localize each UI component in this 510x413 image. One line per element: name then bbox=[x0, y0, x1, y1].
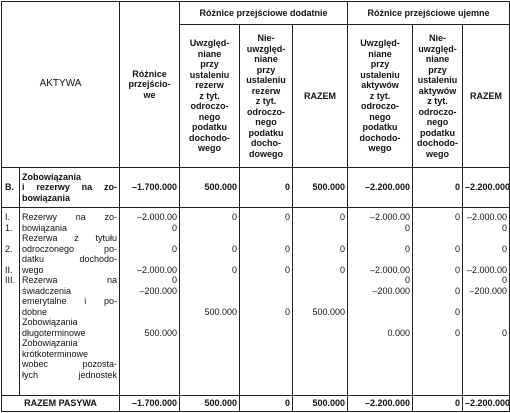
detail-u-nie-line: 0 bbox=[455, 306, 461, 317]
detail-u-nie-line: 0 bbox=[455, 264, 461, 275]
d-nie-header-line: Nie- bbox=[257, 33, 275, 43]
detail-labels-line: Rezerwa na bbox=[22, 275, 118, 285]
detail-u-uwzgl-line bbox=[350, 296, 410, 307]
u-nie-header-line: aktywów bbox=[418, 85, 457, 96]
section-b-u-razem: –2.200.000 bbox=[463, 168, 510, 208]
detail-u-nie-line: 0 bbox=[455, 212, 461, 222]
u-nie-header-line: przy bbox=[428, 64, 447, 75]
u-uwzgl-header-line: Uwzględ- bbox=[360, 38, 400, 49]
section-b-label bbox=[20, 168, 120, 208]
section-b-d-razem: 500.000 bbox=[293, 168, 348, 208]
detail-d-uwzgl-line: 0 bbox=[232, 212, 238, 222]
detail-d-razem-line: 0 bbox=[340, 212, 346, 222]
detail-u-nie-line bbox=[415, 223, 460, 234]
detail-u-uwzgl-line: –2.000.00 bbox=[369, 264, 411, 275]
d-uwzgl-header-line: podatku bbox=[192, 122, 228, 133]
u-uwzgl-header-line: dochodo- bbox=[359, 132, 401, 143]
total-d-razem: 500.000 bbox=[293, 396, 348, 412]
detail-u-uwzgl-line: –200.000 bbox=[372, 285, 411, 296]
detail-u-uwzgl-line: 0.000 bbox=[387, 327, 411, 338]
detail-roznice-line: –2.000.00 bbox=[136, 264, 178, 275]
detail-indexes-line bbox=[5, 307, 17, 318]
detail-u-uwzgl-line bbox=[350, 307, 410, 318]
u-nie-header-line: ustaleniu bbox=[417, 75, 458, 85]
roznice-header-line: we bbox=[143, 89, 156, 100]
detail-d-nie-line bbox=[242, 296, 290, 307]
d-uwzgl-header-line: z tyt. bbox=[199, 90, 220, 101]
d-nie-header-line: ustaleniu bbox=[246, 75, 286, 85]
detail-u-uwzgl bbox=[348, 208, 413, 396]
detail-roznice-line: 500.000 bbox=[144, 327, 178, 338]
detail-u-nie-line: 0 bbox=[455, 285, 461, 296]
detail-d-nie-line: 0 bbox=[285, 306, 291, 317]
u-nie-header-line: odroczo- bbox=[418, 106, 457, 117]
u-uwzgl-header-line: niane bbox=[368, 48, 392, 59]
d-uwzgl-header-line: Uwzględ- bbox=[189, 38, 230, 49]
detail-u-nie-line bbox=[415, 233, 460, 244]
u-nie-header-line: nego bbox=[426, 117, 449, 127]
detail-u-nie-line bbox=[415, 275, 460, 286]
section-b-index: B. bbox=[2, 168, 20, 208]
u-nie-header-line: wego bbox=[426, 148, 450, 159]
section-b-u-uwzgl: –2.200.000 bbox=[348, 168, 413, 208]
detail-indexes-line bbox=[5, 233, 17, 244]
header-row-groups bbox=[2, 2, 510, 25]
detail-d-uwzgl-line bbox=[182, 223, 237, 234]
detail-roznice-line: 0 bbox=[172, 275, 178, 285]
d-uwzgl-header-line: przy bbox=[200, 59, 219, 70]
detail-d-nie bbox=[240, 208, 293, 396]
detail-indexes-line bbox=[5, 317, 17, 328]
u-uwzgl-header-line: ustaleniu bbox=[360, 69, 400, 80]
detail-u-razem-line bbox=[465, 296, 507, 307]
section-b-d-uwzgl: 500.000 bbox=[180, 168, 240, 208]
detail-d-uwzgl-line bbox=[182, 317, 237, 328]
detail-labels-line: długoterminowe bbox=[22, 327, 86, 338]
u-uwzgl-header-line: aktywów bbox=[361, 80, 399, 91]
detail-d-uwzgl-line bbox=[182, 233, 237, 244]
total-u-uwzgl: –2.200.000 bbox=[348, 396, 413, 412]
section-b-d-nie: 0 bbox=[240, 168, 293, 208]
detail-labels-line: krótkoterminowe bbox=[22, 348, 89, 359]
detail-rows-block bbox=[2, 208, 510, 396]
detail-d-uwzgl bbox=[180, 208, 240, 396]
d-nie-header-line: przy bbox=[256, 64, 276, 75]
total-u-razem: –2.200.000 bbox=[463, 396, 510, 412]
detail-d-nie-line: 0 bbox=[285, 212, 291, 222]
detail-d-razem-line bbox=[295, 317, 345, 328]
detail-labels-line: Rezerwa z tytułu bbox=[22, 233, 118, 243]
detail-indexes-line: 1. bbox=[5, 222, 13, 233]
roznice-header-line: Różnice bbox=[132, 68, 167, 79]
d-uwzgl-header bbox=[180, 25, 240, 168]
d-nie-header-line: z tyt. bbox=[255, 96, 277, 106]
u-uwzgl-header-line: z tyt. bbox=[369, 90, 391, 101]
section-b-label-line: bowiązania bbox=[22, 192, 71, 203]
u-uwzgl-header bbox=[348, 25, 413, 168]
roznice-header bbox=[120, 2, 180, 168]
detail-roznice-line bbox=[122, 296, 177, 307]
detail-d-nie-line: 0 bbox=[285, 264, 291, 275]
detail-roznice-line: 0 bbox=[172, 243, 178, 254]
detail-indexes-line: III. bbox=[5, 275, 16, 285]
d-nie-header-line: odroczo- bbox=[247, 106, 286, 117]
detail-u-razem-line: 0 bbox=[502, 222, 508, 233]
detail-roznice-line: –2.000.00 bbox=[136, 212, 178, 222]
detail-d-uwzgl-line bbox=[182, 296, 237, 307]
detail-u-nie-line bbox=[415, 296, 460, 307]
detail-indexes bbox=[2, 208, 20, 396]
detail-indexes-line: I. bbox=[5, 212, 11, 222]
d-uwzgl-header-line: nego bbox=[198, 111, 221, 122]
detail-u-uwzgl-line bbox=[350, 233, 410, 244]
detail-indexes-line bbox=[5, 286, 17, 297]
detail-u-uwzgl-line: 0 bbox=[405, 243, 411, 254]
detail-roznice-line bbox=[122, 254, 177, 265]
d-uwzgl-header-line: dochodo- bbox=[189, 132, 231, 143]
detail-d-nie-line: 0 bbox=[285, 243, 291, 254]
detail-labels-line: wobec pozosta- bbox=[22, 359, 118, 369]
u-nie-header-line: dochodo- bbox=[417, 138, 459, 148]
detail-indexes-line: II. bbox=[5, 264, 13, 275]
d-nie-header bbox=[240, 25, 293, 168]
d-uwzgl-header-line: odroczo- bbox=[190, 101, 229, 112]
detail-u-nie-line bbox=[415, 254, 460, 265]
detail-u-razem-line bbox=[465, 317, 507, 328]
total-label: RAZEM PASYWA bbox=[2, 396, 120, 412]
detail-labels-line: odroczonego po- bbox=[22, 243, 118, 254]
deferred-tax-table bbox=[1, 1, 510, 412]
detail-d-uwzgl-line bbox=[182, 254, 237, 265]
detail-d-razem-line: 0 bbox=[340, 243, 346, 254]
detail-roznice-line: –200.000 bbox=[139, 285, 178, 296]
d-nie-header-line: niane bbox=[254, 54, 278, 64]
detail-indexes-line bbox=[5, 328, 17, 339]
detail-u-uwzgl-line: –2.000.00 bbox=[369, 212, 411, 222]
detail-labels-line: wego bbox=[22, 264, 44, 275]
detail-d-uwzgl-line bbox=[182, 328, 237, 339]
detail-u-nie-line: 0 bbox=[455, 327, 461, 338]
d-razem-header: RAZEM bbox=[293, 25, 348, 168]
detail-d-razem-line bbox=[295, 275, 345, 286]
detail-labels bbox=[20, 208, 120, 396]
detail-u-razem-line: 0 bbox=[502, 327, 508, 338]
u-nie-header bbox=[413, 25, 463, 168]
d-uwzgl-header-line: rezerw bbox=[195, 80, 224, 91]
detail-u-nie bbox=[413, 208, 463, 396]
detail-u-razem-line: –2.000.00 bbox=[466, 264, 508, 275]
detail-d-razem-line bbox=[295, 233, 345, 244]
total-d-nie: 0 bbox=[240, 396, 293, 412]
detail-roznice-line bbox=[122, 307, 177, 318]
aktywa-header: AKTYWA bbox=[2, 2, 120, 168]
detail-d-razem-line bbox=[295, 286, 345, 297]
u-uwzgl-header-line: wego bbox=[368, 143, 392, 154]
detail-labels-line: Zobowiązania bbox=[22, 317, 78, 327]
detail-indexes-line bbox=[5, 296, 17, 307]
detail-d-uwzgl-line bbox=[182, 286, 237, 297]
section-b-label-line: i rezerwy na zo- bbox=[22, 182, 118, 193]
u-nie-header-line: podatku bbox=[420, 127, 456, 138]
u-uwzgl-header-line: odroczo- bbox=[361, 101, 400, 112]
section-b-label-line: Zobowiązania bbox=[22, 171, 82, 182]
d-uwzgl-header-line: niane bbox=[197, 48, 222, 59]
detail-d-nie-line bbox=[242, 223, 290, 234]
u-uwzgl-header-line: nego bbox=[369, 111, 391, 122]
detail-labels-line: łych jednostek bbox=[22, 369, 118, 380]
detail-d-razem-line: 0 bbox=[340, 264, 346, 275]
detail-d-nie-line bbox=[242, 328, 290, 339]
detail-d-razem-line: 500.000 bbox=[312, 306, 346, 317]
negative-differences-header: Różnice przejściowe ujemne bbox=[348, 2, 510, 25]
detail-labels-line: dobne bbox=[22, 306, 48, 317]
detail-labels-line: świadczenia bbox=[22, 285, 72, 296]
detail-u-uwzgl-line: 0 bbox=[405, 222, 411, 233]
d-nie-header-line: rezerw bbox=[251, 85, 281, 96]
detail-labels-line: Zobowiązania bbox=[22, 338, 78, 348]
u-nie-header-line: z tyt. bbox=[427, 96, 448, 106]
detail-d-nie-line bbox=[242, 286, 290, 297]
detail-u-razem-line bbox=[465, 254, 507, 265]
detail-u-razem-line: –200.000 bbox=[469, 285, 508, 296]
total-d-uwzgl: 500.000 bbox=[180, 396, 240, 412]
detail-roznice-line bbox=[122, 317, 177, 328]
total-row bbox=[2, 396, 510, 412]
d-uwzgl-header-line: wego bbox=[198, 143, 222, 154]
u-nie-header-line: uwzględ- bbox=[418, 43, 457, 54]
detail-d-nie-line bbox=[242, 254, 290, 265]
detail-d-uwzgl-line: 0 bbox=[232, 243, 238, 254]
d-nie-header-line: podatku bbox=[248, 127, 284, 138]
roznice-header-line: przejścio- bbox=[128, 79, 171, 90]
detail-u-uwzgl-line: 0 bbox=[405, 275, 411, 285]
u-nie-header-line: niane bbox=[425, 54, 450, 64]
d-nie-header-line: dowego bbox=[249, 148, 284, 159]
detail-u-razem-line: 0 bbox=[502, 243, 508, 254]
detail-d-uwzgl-line: 500.000 bbox=[204, 306, 238, 317]
detail-labels-line: emerytalne i po- bbox=[22, 296, 118, 306]
detail-u-uwzgl-line bbox=[350, 317, 410, 328]
positive-differences-header: Różnice przejściowe dodatnie bbox=[180, 2, 348, 25]
detail-u-razem-line bbox=[465, 233, 507, 244]
section-b-u-nie: 0 bbox=[413, 168, 463, 208]
detail-d-razem bbox=[293, 208, 348, 396]
detail-d-nie-line bbox=[242, 275, 290, 286]
u-nie-header-line: Nie- bbox=[429, 33, 447, 43]
detail-d-razem-line bbox=[295, 254, 345, 265]
d-nie-header-line: uwzględ- bbox=[246, 43, 286, 54]
detail-roznice bbox=[120, 208, 180, 396]
detail-indexes-line: 2. bbox=[5, 243, 13, 254]
detail-d-razem-line bbox=[295, 296, 345, 307]
detail-roznice-line: 0 bbox=[172, 222, 178, 233]
detail-roznice-line bbox=[122, 233, 177, 244]
detail-u-nie-line bbox=[415, 317, 460, 328]
d-nie-header-line: nego bbox=[255, 117, 277, 127]
section-b-roznice: –1.700.000 bbox=[120, 168, 180, 208]
total-u-nie: 0 bbox=[413, 396, 463, 412]
detail-u-razem bbox=[463, 208, 510, 396]
d-nie-header-line: docho- bbox=[251, 138, 282, 148]
detail-d-nie-line bbox=[242, 233, 290, 244]
detail-u-razem-line: –2.000.00 bbox=[466, 212, 508, 222]
detail-d-razem-line bbox=[295, 223, 345, 234]
detail-indexes-line bbox=[5, 254, 17, 265]
u-uwzgl-header-line: przy bbox=[370, 59, 390, 70]
detail-u-nie-line: 0 bbox=[455, 243, 461, 254]
detail-u-razem-line bbox=[465, 307, 507, 318]
detail-d-uwzgl-line bbox=[182, 275, 237, 286]
detail-d-uwzgl-line: 0 bbox=[232, 264, 238, 275]
detail-d-razem-line bbox=[295, 328, 345, 339]
u-uwzgl-header-line: podatku bbox=[362, 122, 398, 133]
d-uwzgl-header-line: ustaleniu bbox=[189, 69, 230, 80]
total-roznice: –1.700.000 bbox=[120, 396, 180, 412]
detail-u-razem-line: 0 bbox=[502, 275, 508, 285]
detail-labels-line: datku dochodo- bbox=[22, 254, 118, 264]
detail-labels-line: Rezerwy na zo- bbox=[22, 212, 118, 222]
detail-d-nie-line bbox=[242, 317, 290, 328]
section-b-row bbox=[2, 168, 510, 208]
u-razem-header: RAZEM bbox=[463, 25, 510, 168]
detail-u-uwzgl-line bbox=[350, 254, 410, 265]
detail-labels-line: bowiązania bbox=[22, 222, 68, 233]
